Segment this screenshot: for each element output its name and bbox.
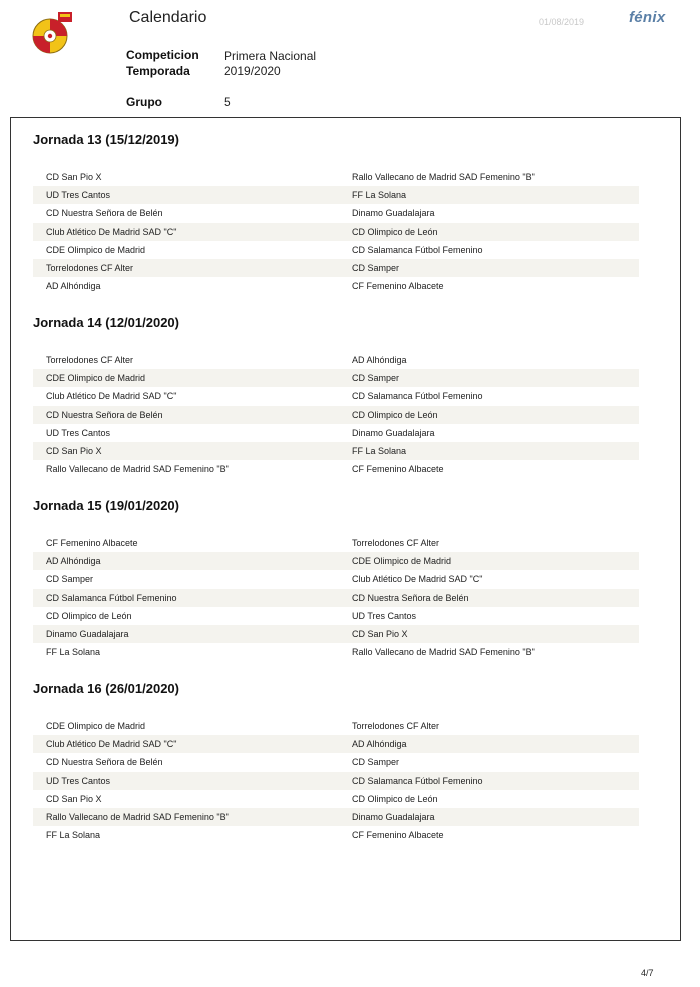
match-row [33,168,639,186]
match-row [33,589,639,607]
match-row [33,387,639,405]
match-row [33,369,639,387]
home-team: CD San Pio X [46,172,102,182]
jornada-title: Jornada 15 (19/01/2020) [33,498,179,513]
grupo-label: Grupo [126,95,162,109]
home-team: CDE Olimpico de Madrid [46,721,146,731]
home-team: CDE Olimpico de Madrid [46,244,146,255]
grupo-value: 5 [224,95,231,109]
home-team: CD Nuestra Señora de Belén [46,757,163,768]
calendar-frame [10,117,681,941]
jornada-title: Jornada 16 (26/01/2020) [33,681,179,696]
home-team: CDE Olimpico de Madrid [46,373,146,384]
away-team: Rallo Vallecano de Madrid SAD Femenino "B" [352,172,535,182]
match-row [33,552,639,570]
away-team: CD Nuestra Señora de Belén [352,592,469,603]
away-team: Torrelodones CF Alter [352,538,440,548]
match-list [33,717,639,844]
away-team: FF La Solana [352,190,407,201]
match-row [33,259,639,277]
home-team: CD Nuestra Señora de Belén [46,409,163,420]
match-row [33,790,639,808]
away-team: CD Salamanca Fútbol Femenino [352,244,483,255]
away-team: FF La Solana [352,445,407,456]
away-team: CD Olimpico de León [352,409,438,420]
away-team: CD Salamanca Fútbol Femenino [352,775,483,786]
jornada-section [33,496,639,661]
match-row [33,442,639,460]
away-team: CD Samper [352,757,400,768]
home-team: Club Atlético De Madrid SAD "C" [46,226,177,237]
match-row [33,277,639,295]
match-row [33,826,639,844]
home-team: Rallo Vallecano de Madrid SAD Femenino "B" [46,811,229,822]
match-row [33,625,639,643]
match-list [33,351,639,478]
jornada-section [33,130,639,295]
match-row [33,717,639,735]
away-team: Dinamo Guadalajara [352,811,435,822]
jornada-title: Jornada 14 (12/01/2020) [33,315,179,330]
match-row [33,186,639,204]
home-team: CD Salamanca Fútbol Femenino [46,592,177,603]
away-team: CF Femenino Albacete [352,464,444,475]
home-team: FF La Solana [46,647,101,658]
home-team: Torrelodones CF Alter [46,262,134,273]
brand-logo: fénix [629,9,666,26]
home-team: Rallo Vallecano de Madrid SAD Femenino "B" [46,464,229,475]
home-team: CD San Pio X [46,445,102,456]
jornada-section [33,679,639,844]
jornada-section [33,313,639,478]
away-team: CD Salamanca Fútbol Femenino [352,391,483,402]
home-team: UD Tres Cantos [46,190,111,201]
match-row [33,607,639,625]
match-row [33,204,639,222]
home-team: Club Atlético De Madrid SAD "C" [46,739,177,750]
home-team: AD Alhóndiga [46,556,101,567]
away-team: AD Alhóndiga [352,355,407,365]
competicion-label: Competicion [126,48,199,62]
match-row [33,570,639,588]
match-row [33,735,639,753]
jornada-title: Jornada 13 (15/12/2019) [33,132,179,147]
home-team: AD Alhóndiga [46,281,101,292]
match-row [33,406,639,424]
away-team: Dinamo Guadalajara [352,427,435,438]
away-team: CD Samper [352,262,400,273]
home-team: CD Samper [46,574,94,585]
match-row [33,223,639,241]
home-team: FF La Solana [46,830,101,841]
temporada-value: 2019/2020 [224,64,281,78]
away-team: Club Atlético De Madrid SAD "C" [352,574,483,585]
temporada-label: Temporada [126,64,190,78]
match-list [33,168,639,295]
home-team: CF Femenino Albacete [46,538,138,548]
print-date: 01/08/2019 [539,17,585,27]
away-team: CD Olimpico de León [352,793,438,804]
home-team: CD San Pio X [46,793,102,804]
match-row [33,241,639,259]
match-row [33,534,639,552]
home-team: Club Atlético De Madrid SAD "C" [46,391,177,402]
away-team: CD San Pio X [352,628,408,639]
match-row [33,351,639,369]
federation-logo-icon [28,8,82,58]
match-row [33,643,639,661]
away-team: Dinamo Guadalajara [352,208,435,219]
match-list [33,534,639,661]
home-team: UD Tres Cantos [46,427,111,438]
match-row [33,772,639,790]
home-team: Torrelodones CF Alter [46,355,134,365]
match-row [33,808,639,826]
match-row [33,460,639,478]
away-team: UD Tres Cantos [352,610,417,621]
away-team: CF Femenino Albacete [352,281,444,292]
away-team: Torrelodones CF Alter [352,721,440,731]
away-team: AD Alhóndiga [352,739,407,750]
page-title: Calendario [129,9,207,26]
match-row [33,424,639,442]
home-team: Dinamo Guadalajara [46,628,129,639]
home-team: UD Tres Cantos [46,775,111,786]
competicion-value: Primera Nacional [224,49,317,63]
away-team: Rallo Vallecano de Madrid SAD Femenino "B" [352,647,535,658]
home-team: CD Olimpico de León [46,610,132,621]
match-row [33,753,639,771]
page-number: 4/7 [641,968,654,978]
away-team: CF Femenino Albacete [352,830,444,841]
away-team: CD Olimpico de León [352,226,438,237]
home-team: CD Nuestra Señora de Belén [46,208,163,219]
away-team: CD Samper [352,373,400,384]
away-team: CDE Olimpico de Madrid [352,556,452,567]
